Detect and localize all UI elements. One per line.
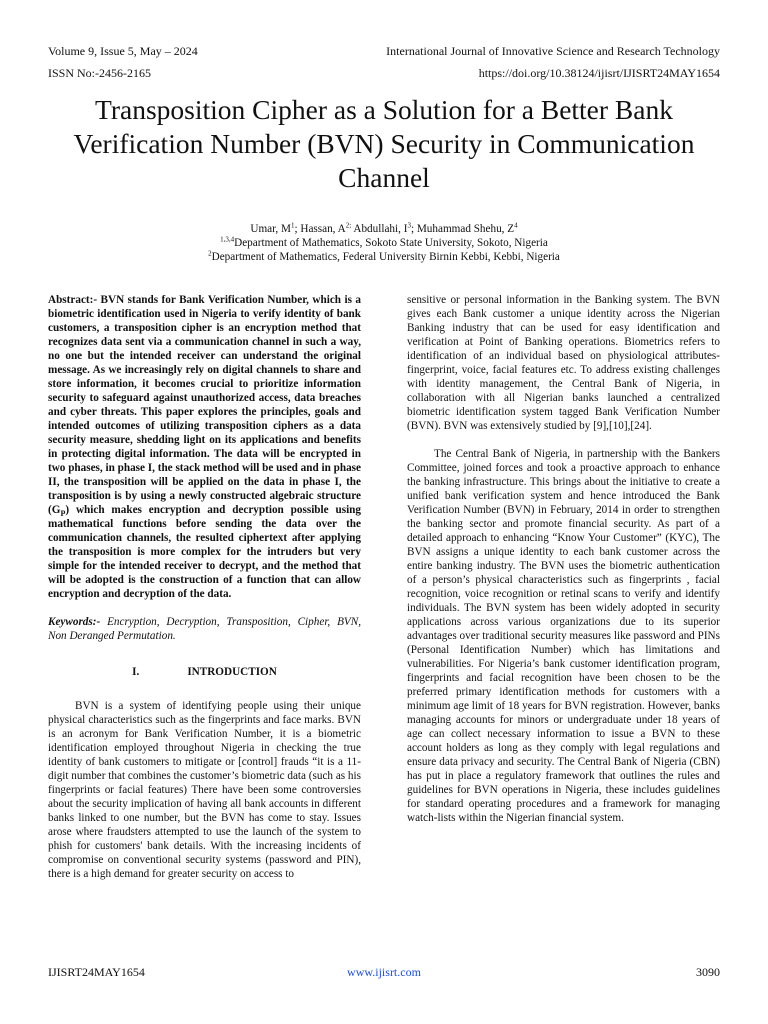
affiliation-2	[40, 250, 728, 264]
keywords-label: Keywords:-	[48, 616, 108, 628]
header-volume: Volume 9, Issue 5, May – 2024	[48, 44, 198, 58]
author-name: ; Muhammad Shehu, Z	[410, 223, 515, 235]
author-block	[40, 222, 728, 264]
affiliation-text: Department of Mathematics, Sokoto State University, Sokoto, Nigeria	[234, 237, 548, 249]
affiliation-text: Department of Mathematics, Federal University Birnin Kebbi, Kebbi, Nigeria	[211, 251, 560, 263]
author-affiliation-mark: 1	[290, 221, 295, 230]
intro-paragraph-1-continued: sensitive or personal information in the Banking system. The BVN gives each Bank customer a unique identity across the Nigerian Banking industry that can be used for easy identification and verification at Point of Banking operations. Biometrics refers to identification of an individual based on physiological attributes- fingerprint, voice, facial features etc. To address existing challenges with identity management, the Central Bank of Nigeria, in collaboration with all Nigerian banks launched a centralized biometric identification system tagged Bank Verification Number (BVN). BVN was extensively studied by [9],[10],[24].	[407, 294, 720, 432]
paper-title: Transposition Cipher as a Solution for a Better Bank Verification Number (BVN) Security in Communication Channel	[73, 94, 695, 193]
section-number: I.	[132, 666, 140, 678]
section-title: INTRODUCTION	[187, 666, 277, 678]
abstract-subscript: P	[60, 509, 66, 519]
footer-website-link[interactable]: www.ijisrt.com	[347, 965, 421, 979]
abstract-label: Abstract:-	[48, 294, 101, 306]
keywords	[48, 615, 361, 643]
footer-paper-id: IJISRT24MAY1654	[48, 965, 145, 979]
author-affiliation-mark: 2;	[345, 221, 352, 230]
header-doi-link[interactable]: https://doi.org/10.38124/ijisrt/IJISRT24MAY1654	[478, 66, 720, 80]
affiliation-mark: 2	[208, 249, 212, 258]
intro-paragraph-2: The Central Bank of Nigeria, in partnership with the Bankers Committee, joined forces and took a proactive approach to enhance the banking infrastructure. This brings about the initiative to create a unified bank verification system and hence introduced the Bank Verification Number (BVN) in February, 2014 in order to strengthen the banking sector and promote financial security. As part of a detailed approach to enhancing “Know Your Customer” (KYC), The BVN assigns a unique identity to each bank customer across the entire banking industry. The BVN uses the biometric authentication of a person’s physical characteristics such as fingerprints , facial recognition, voice recognition or retinal scans to verify and identify individuals. The BVN system has been widely adopted in security applications across various organizations due to its superior advantages over traditional security measures like password and PINs (Personal Identification Number) which has limitations and vulnerabilities. For Nigeria’s bank customer identification program, fingerprints and facial recognition have been chosen to be the preferred primary identification methods for customers with a minimum age limit of 18 years for BVN registration. However, banks managing accounts for minors or undergraduate under 18 years of age can collect necessary information to issue a BVN to these account holders as long as they comply with legal regulations and ensure data privacy and security. The Central Bank of Nigeria (CBN) has put in place a regulatory framework that outlines the rules and guidelines for BVN operations in Nigeria, these includes guidelines for standard operating procedures and a framework for managing watch-lists within the Nigerian financial system.	[407, 448, 720, 824]
keywords-text: Encryption, Decryption, Transposition, Cipher, BVN, Non Deranged Permutation.	[48, 616, 362, 642]
abstract-text: BVN stands for Bank Verification Number, which is a biometric identification used in Nigeria to verify identity of bank customers, a transposition cipher is an encryption method that recognizes data sent via a communication channel in such a way, no one but the intended receiver can understand the original message. As we increasingly rely on digital channels to share and store information, it becomes crucial to prioritize information security to safeguard against unauthorized access, data breaches and cyber threats. This paper explores the principles, goals and intended outcomes of utilizing transposition ciphers as a data security measure, shedding light on its applications and benefits in protecting digital information. The data will be encrypted in two phases, in phase I, the stack method will be used and in phase II, the transposition will be applied on the data in phase I, the transposition is by using a newly constructed algebraic structure (G	[48, 294, 362, 516]
author-affiliation-mark: 3	[407, 221, 411, 230]
header-issn: ISSN No:-2456-2165	[48, 66, 152, 80]
abstract	[48, 293, 361, 601]
author-affiliation-mark: 4	[514, 221, 518, 230]
affiliation-1	[40, 236, 728, 250]
right-column	[407, 293, 720, 825]
author-name: ; Hassan, A	[294, 223, 346, 235]
header-journal-name: International Journal of Innovative Science and Research Technology	[386, 44, 720, 58]
author-list	[40, 222, 728, 236]
footer-page-number: 3090	[696, 965, 720, 979]
left-column	[48, 293, 361, 881]
author-name: Umar, M	[250, 223, 291, 235]
author-name: Abdullahi, I	[351, 223, 408, 235]
affiliation-mark: 1,3,4	[220, 235, 235, 244]
intro-paragraph-1: BVN is a system of identifying people using their unique physical characteristics such as the fingerprints and face marks. BVN is an acronym for Bank Verification Number, it is a biometric identification employed throughout Nigeria in checking the true identity of bank customers to mitigate or [control] frauds “it is a 11- digit number that combines the customer’s biometric data (such as his fingerprints or facial features) There have been some controversies about the security implication of having all bank accounts in different banks linked to one number, but the BVN has come to stay. Issues arose where fraudsters attempted to use the launch of the system to phish for customers' bank details. With the increasing incidents of compromise on conventional security systems (password and PIN), there is a high demand for greater security on access to	[48, 700, 361, 880]
abstract-text-cont: ) which makes encryption and decryption possible using mathematical functions before sending the data over the communication channels, the resulted ciphertext after applying the transposition is more complex for the intruders but very simple for the intended receiver to decrypt, and the method that will be adopted is the construction of a function that can allow encryption and decryption of the data.	[48, 504, 361, 600]
section-heading	[48, 665, 361, 679]
